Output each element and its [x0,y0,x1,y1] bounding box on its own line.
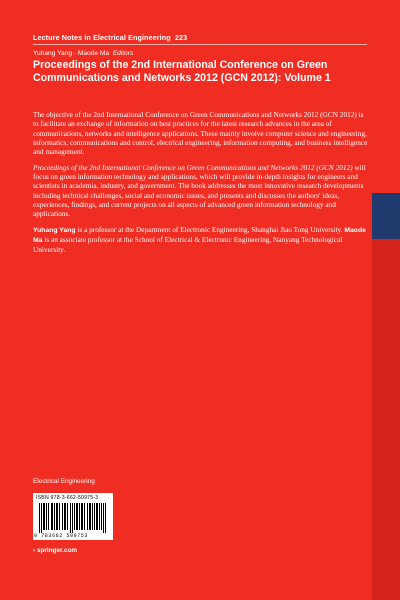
header-rule [33,44,367,45]
series-header [33,33,187,42]
editor-bios [33,225,369,255]
subject-category: Electrical Engineering [33,478,95,485]
spine-edge-strip [372,193,400,600]
isbn-barcode [33,493,113,540]
series-volume: 223 [174,33,188,42]
description-paragraph-1: The objective of the 2nd International Conference on Green Communications and Networks 2012 (GCN 2012) is to facilitate an exchange of information on best practices for the latest research advances in the area of communications, networks and intelligence applications. These mainly involve computer science and engineering, informatics, communications and control, electrical engineering, information computing, and business intelligence and management. [33,110,368,157]
bio-name-yang: Yuhang Yang [33,226,76,234]
description-block [33,110,369,261]
bio-text-ma: is an associate professor at the School of Electrical & Electronic Engineering, Nanyang Technological University. [33,235,343,255]
bio-name-ma: Maode Ma [33,226,366,245]
description-paragraph-2-text: will focus on green information technology and applications, which will provide in-depth insights for engineers and scientists in academia, industry, and government. The book addresses the most innovative research developments including technical challenges, social and economic issues, and presents and discusses the authors' ideas, experiences, findings, and current projects on all aspects of advanced green information technology and applications. [33,162,366,219]
bio-text-yang: is a professor at the Department of Electronic Engineering, Shanghai Jiao Tong University. [75,224,345,234]
isbn-label: ISBN 978-3-662-50975-3 [36,495,99,501]
editors-line [33,50,133,57]
editor-names: Yuhang Yang · Maode Ma [33,50,110,57]
barcode-digits: 9 783662 509753 [34,533,89,539]
publisher-link[interactable]: › springer.com [33,547,78,554]
spine-navy-block [372,193,400,239]
editors-role: Editors [112,50,134,57]
book-title: Proceedings of the 2nd International Conference on Green Communications and Networks 2012 (GCN 2012): Volume 1 [33,59,331,84]
description-paragraph-2 [33,163,369,219]
barcode-icon [39,503,107,533]
proceedings-title-italic: Proceedings of the 2nd International Conference on Green Communications and Networks 2012 (GCN 2012) [33,162,353,172]
series-name: Lecture Notes in Electrical Engineering [33,33,171,42]
